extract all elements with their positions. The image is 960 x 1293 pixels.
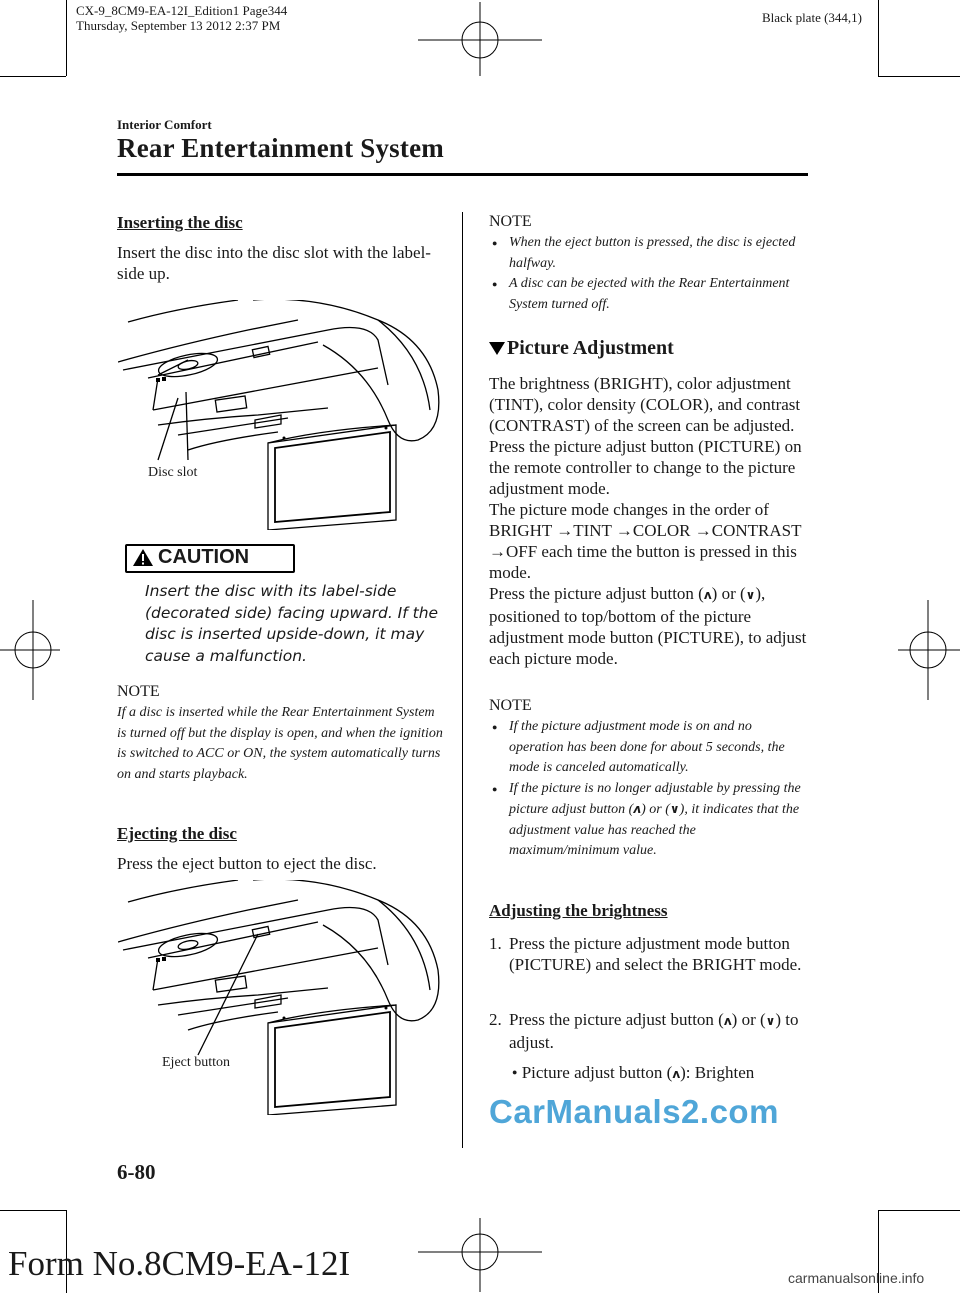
disc-slot-label: Disc slot (148, 465, 198, 480)
section-heading: Picture Adjustment (507, 337, 674, 359)
note-heading: NOTE (117, 683, 160, 700)
up-arrow-icon: ʌ (723, 1014, 732, 1028)
step-number: 1. (489, 934, 502, 953)
plate-label: Black plate (344,1) (762, 10, 862, 25)
step-text: Press the picture adjustment mode button (PICTURE) and select the BRIGHT mode. (509, 934, 802, 974)
watermark-url: carmanualsonline.info (788, 1270, 925, 1286)
step-text: Press the picture adjust button (ʌ) or (∨) to adjust. (509, 1010, 799, 1052)
list-item: ● When the eject button is pressed, the disc is ejected halfway. (489, 233, 809, 274)
down-arrow-icon: ∨ (669, 802, 680, 816)
watermark-logo: CarManuals2.com (489, 1093, 779, 1130)
list-item: ● A disc can be ejected with the Rear Entertainment System turned off. (489, 274, 809, 315)
bullet-dot-icon: ● (512, 1067, 518, 1077)
category-label: Interior Comfort (117, 117, 212, 132)
list-item: ● If the picture is no longer adjustable by pressing the picture adjust button (ʌ) or (∨), it indicates that the adjustment value has reached the maximum/minimum value. (489, 779, 809, 862)
ejecting-heading: Ejecting the disc (117, 824, 237, 843)
file-info-line2: Thursday, September 13 2012 2:37 PM (76, 18, 281, 33)
crop-mark (0, 76, 66, 77)
note2-heading: NOTE (489, 697, 532, 714)
page-title: Rear Entertainment System (117, 133, 444, 163)
crop-mark (66, 0, 67, 76)
brightness-heading: Adjusting the brightness (489, 901, 668, 920)
column-divider (462, 212, 463, 1148)
up-arrow-icon: ʌ (672, 1067, 681, 1081)
page-number: 6-80 (117, 1160, 156, 1184)
eject-button-label: Eject button (162, 1055, 231, 1070)
section-marker-icon (489, 342, 505, 355)
registration-target-icon (418, 1218, 542, 1292)
eject-button-illustration (118, 880, 448, 1115)
note2-list (489, 717, 809, 862)
ejecting-text: Press the eject button to eject the disc. (117, 854, 377, 873)
up-arrow-icon: ʌ (703, 588, 712, 602)
form-number: Form No.8CM9-EA-12I (8, 1244, 351, 1283)
picture-adjust-text (489, 373, 814, 669)
para3: The picture mode changes in the order of BRIGHT →TINT →COLOR →CONTRAST →OFF each time the button is pressed in this mode. (489, 500, 802, 582)
inserting-heading: Inserting the disc (117, 213, 243, 232)
para4: Press the picture adjust button (ʌ) or (∨), positioned to top/bottom of the picture adjustment mode button (PICTURE), to adjust each picture mode. (489, 584, 807, 668)
step-number: 2. (489, 1010, 502, 1029)
down-arrow-icon: ∨ (745, 588, 756, 602)
brighten-bullet: ● Picture adjust button (ʌ): Brighten (512, 1063, 755, 1082)
caution-label: CAUTION (158, 546, 250, 568)
inserting-text: Insert the disc into the disc slot with the label-side up. (117, 243, 431, 283)
file-info-line1: CX-9_8CM9-EA-12I_Edition1 Page344 (76, 3, 288, 18)
step-1 (489, 933, 809, 975)
para2: Press the picture adjust button (PICTURE) on the remote controller to change to the picture adjustment mode. (489, 437, 802, 498)
list-item: ● If the picture adjustment mode is on and no operation has been done for about 5 seconds, the mode is canceled automatically. (489, 717, 809, 779)
crop-mark (878, 0, 879, 76)
step-2 (489, 1009, 809, 1053)
note-text: If a disc is inserted while the Rear Entertainment System is turned off but the display is open, and when the ignition is switched to ACC or ON, the system automatically turns on and starts playback. (117, 705, 443, 782)
registration-target-icon (898, 600, 960, 700)
registration-target-icon (418, 2, 542, 76)
crop-mark (878, 1210, 960, 1211)
disc-slot-illustration (118, 300, 448, 530)
title-rule (117, 173, 808, 176)
crop-mark (878, 76, 960, 77)
para1: The brightness (BRIGHT), color adjustment (TINT), color density (COLOR), and contrast (CONTRAST) of the screen can be adjusted. (489, 374, 801, 435)
registration-target-icon (0, 600, 60, 700)
caution-text: Insert the disc with its label-side (decorated side) facing upward. If the disc is inserted upside-down, it may cause a malfunction. (145, 582, 439, 665)
crop-mark (0, 1210, 66, 1211)
note1-list (489, 233, 809, 315)
file-info (76, 3, 287, 33)
note1-heading: NOTE (489, 213, 532, 230)
down-arrow-icon: ∨ (765, 1014, 776, 1028)
up-arrow-icon: ʌ (633, 802, 642, 816)
warning-triangle-icon (132, 548, 154, 567)
